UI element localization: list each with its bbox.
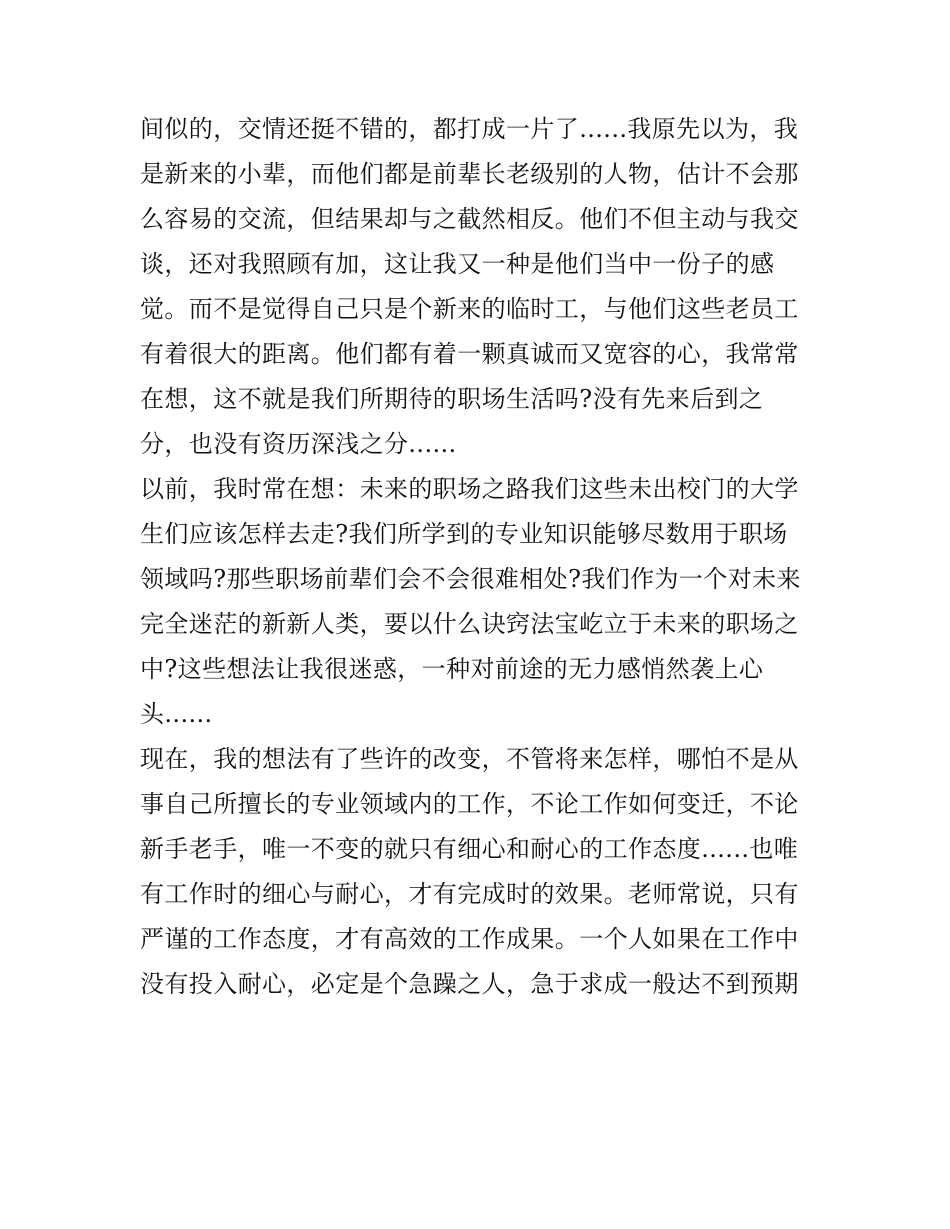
text-line: 头...... bbox=[140, 700, 213, 728]
text-line: 现在，我的想法有了些许的改变，不管将来怎样，哪怕不是从 bbox=[140, 745, 799, 773]
text-line: 领域吗?那些职场前辈们会不会很难相处?我们作为一个对未来 bbox=[140, 565, 801, 593]
text-line: 没有投入耐心，必定是个急躁之人，急于求成一般达不到预期 bbox=[140, 970, 799, 998]
text-line: 觉。而不是觉得自己只是个新来的临时工，与他们这些老员工 bbox=[140, 295, 799, 323]
text-line: 谈，还对我照顾有加，这让我又一种是他们当中一份子的感 bbox=[140, 250, 775, 278]
text-line: 中?这些想法让我很迷惑，一种对前途的无力感悄然袭上心 bbox=[140, 655, 764, 683]
text-line: 严谨的工作态度，才有高效的工作成果。一个人如果在工作中 bbox=[140, 925, 799, 953]
text-line: 生们应该怎样去走?我们所学到的专业知识能够尽数用于职场 bbox=[140, 520, 788, 548]
text-line: 有着很大的距离。他们都有着一颗真诚而又宽容的心，我常常 bbox=[140, 340, 799, 368]
text-line: 完全迷茫的新新人类，要以什么诀窍法宝屹立于未来的职场之 bbox=[140, 610, 799, 638]
text-line: 在想，这不就是我们所期待的职场生活吗?没有先来后到之 bbox=[140, 385, 764, 413]
text-line: 以前，我时常在想：未来的职场之路我们这些未出校门的大学 bbox=[140, 475, 799, 503]
text-line: 分，也没有资历深浅之分...... bbox=[140, 430, 457, 458]
text-line: 间似的，交情还挺不错的，都打成一片了......我原先以为，我 bbox=[140, 115, 799, 143]
text-line: 事自己所擅长的专业领域内的工作，不论工作如何变迁，不论 bbox=[140, 790, 799, 818]
text-line: 新手老手，唯一不变的就只有细心和耐心的工作态度......也唯 bbox=[140, 835, 799, 863]
text-line: 么容易的交流，但结果却与之截然相反。他们不但主动与我交 bbox=[140, 205, 799, 233]
text-line: 有工作时的细心与耐心，才有完成时的效果。老师常说，只有 bbox=[140, 880, 799, 908]
body-text bbox=[140, 107, 820, 1007]
text-line: 是新来的小辈，而他们都是前辈长老级别的人物，估计不会那 bbox=[140, 160, 799, 188]
